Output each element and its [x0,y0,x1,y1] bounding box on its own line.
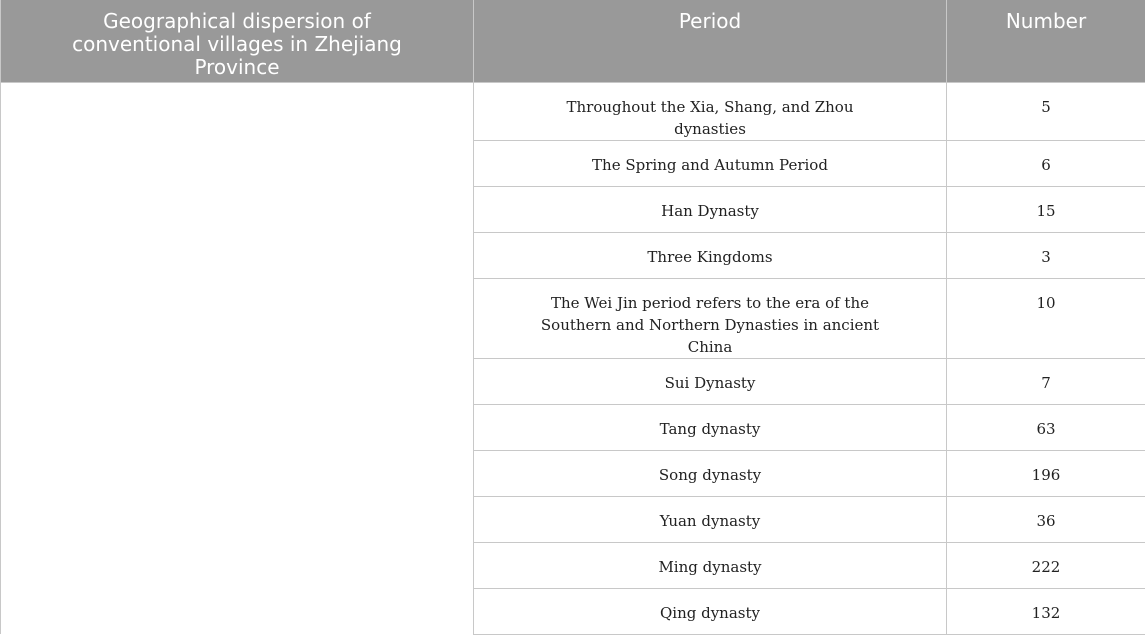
period-cell: Throughout the Xia, Shang, and Zhou dynasties [474,82,947,140]
period-cell: The Wei Jin period refers to the era of the Southern and Northern Dynasties in ancient China [474,278,947,358]
header-row [1,0,1145,82]
number-cell: 196 [947,450,1145,496]
number-cell: 132 [947,588,1145,634]
number-cell: 3 [947,232,1145,278]
header-number: Number [947,0,1145,82]
number-cell: 5 [947,82,1145,140]
number-cell: 36 [947,496,1145,542]
table-row [1,82,1145,140]
number-cell: 222 [947,542,1145,588]
number-cell: 6 [947,140,1145,186]
period-cell: Ming dynasty [474,542,947,588]
period-cell: Han Dynasty [474,186,947,232]
period-cell: Three Kingdoms [474,232,947,278]
period-cell: Yuan dynasty [474,496,947,542]
period-cell: Qing dynasty [474,588,947,634]
number-cell: 15 [947,186,1145,232]
period-cell: Tang dynasty [474,404,947,450]
number-cell: 63 [947,404,1145,450]
header-region: Geographical dispersion of conventional villages in Zhejiang Province [1,0,474,82]
period-cell: Song dynasty [474,450,947,496]
region-cell [1,82,474,634]
number-cell: 7 [947,358,1145,404]
period-cell: The Spring and Autumn Period [474,140,947,186]
period-cell: Sui Dynasty [474,358,947,404]
number-cell: 10 [947,278,1145,358]
header-period: Period [474,0,947,82]
